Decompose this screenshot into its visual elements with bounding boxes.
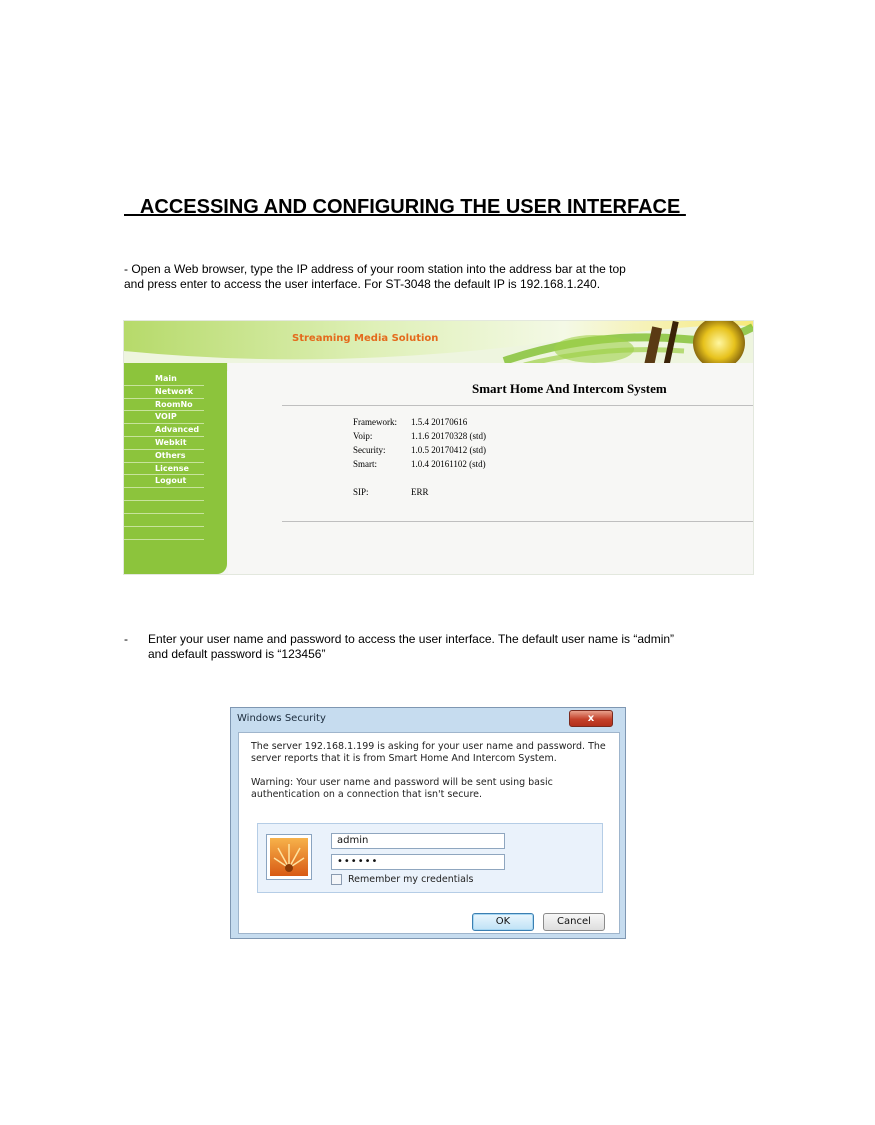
cancel-button[interactable]: Cancel	[543, 913, 605, 931]
sidebar-item-license[interactable]: License	[124, 463, 204, 476]
divider	[282, 405, 753, 406]
dialog-body	[238, 732, 620, 934]
intro-line-2: and press enter to access the user interface. For ST-3048 the default IP is 192.168.1.240.	[124, 277, 601, 291]
remember-credentials[interactable]	[331, 874, 474, 885]
sidebar-item-roomno[interactable]: RoomNo	[124, 399, 204, 412]
dialog-titlebar	[231, 708, 625, 730]
sidebar-item-main[interactable]: Main	[124, 373, 204, 386]
user-picture-icon	[266, 834, 312, 880]
section-heading: ACCESSING AND CONFIGURING THE USER INTERFACE	[124, 196, 686, 218]
sidebar-item-advanced[interactable]: Advanced	[124, 424, 204, 437]
info-value: ERR	[411, 487, 429, 497]
info-key: Smart:	[353, 459, 377, 469]
bullet-dash: -	[124, 632, 128, 646]
server-message	[251, 741, 611, 765]
info-key: SIP:	[353, 487, 369, 497]
sidebar	[124, 363, 227, 574]
close-button[interactable]: x	[569, 710, 613, 727]
sidebar-item-others[interactable]: Others	[124, 450, 204, 463]
warning-line-1: Warning: Your user name and password will be sent using basic	[251, 777, 553, 788]
warning-line-2: authentication on a connection that isn't secure.	[251, 789, 483, 800]
info-value: 1.0.5 20170412 (std)	[411, 445, 486, 455]
info-key: Voip:	[353, 431, 373, 441]
main-content	[228, 363, 753, 574]
divider	[282, 521, 753, 522]
bullet-line-1: Enter your user name and password to access the user interface. The default user name is “admin”	[148, 632, 675, 646]
credential-tile	[257, 823, 603, 893]
sidebar-empty-row	[124, 527, 204, 540]
sidebar-empty-row	[124, 514, 204, 527]
username-field[interactable]: admin	[331, 833, 505, 849]
info-key: Framework:	[353, 417, 397, 427]
sidebar-empty-row	[124, 488, 204, 501]
dialog-title: Windows Security	[237, 713, 326, 724]
remember-label: Remember my credentials	[348, 874, 474, 885]
windows-security-dialog	[230, 707, 626, 939]
sidebar-item-webkit[interactable]: Webkit	[124, 437, 204, 450]
info-value: 1.1.6 20170328 (std)	[411, 431, 486, 441]
server-message-line-1: The server 192.168.1.199 is asking for your user name and password. The	[251, 741, 606, 752]
password-field[interactable]: ••••••	[331, 854, 505, 870]
sidebar-item-voip[interactable]: VOIP	[124, 411, 204, 424]
system-title: Smart Home And Intercom System	[472, 381, 667, 396]
info-value: 1.5.4 20170616	[411, 417, 468, 427]
sidebar-empty-row	[124, 501, 204, 514]
info-value: 1.0.4 20161102 (std)	[411, 459, 486, 469]
ok-button[interactable]: OK	[472, 913, 534, 931]
intro-paragraph	[124, 262, 626, 292]
remember-checkbox[interactable]	[331, 874, 342, 885]
sidebar-item-network[interactable]: Network	[124, 386, 204, 399]
info-key: Security:	[353, 445, 386, 455]
banner-title: Streaming Media Solution	[292, 333, 439, 344]
server-message-line-2: server reports that it is from Smart Home And Intercom System.	[251, 753, 557, 764]
warning-message	[251, 777, 611, 801]
bullet-line-2: and default password is “123456”	[148, 647, 326, 661]
intro-line-1: - Open a Web browser, type the IP address of your room station into the address bar at the top	[124, 262, 626, 276]
web-ui-screenshot	[123, 320, 754, 575]
sidebar-menu	[124, 373, 204, 540]
sidebar-item-logout[interactable]: Logout	[124, 475, 204, 488]
